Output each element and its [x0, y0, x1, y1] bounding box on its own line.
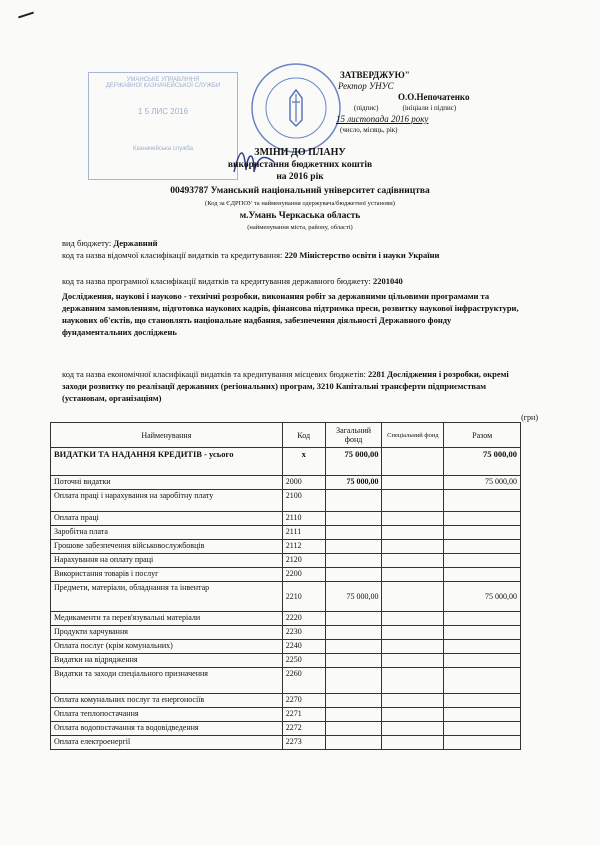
program-label: код та назва програмної класифікації видатків та кредитування державного бюджету: [62, 276, 373, 286]
row-name-cell: Заробітна плата [51, 526, 283, 540]
econ-line [62, 368, 522, 404]
program-desc: Дослідження, наукові і науково - технічні розробки, виконання робіт за державними цільовими програмами та державним замовленням, підготовка наукових кадрів, фінансова підтримка преси, розвитку наукової інфраструктури, наукових об'єктів, що становлять національне надбання, забезпечення діяльності Державного фонду фундаментальних досліджень [62, 291, 519, 337]
row-general-cell [325, 626, 382, 640]
row-name-cell: Продукти харчування [51, 626, 283, 640]
row-special-cell [382, 568, 444, 582]
row-total-cell [444, 612, 521, 626]
table-row [51, 722, 521, 736]
row-general-cell [325, 540, 382, 554]
stamp-line1: УМАНСЬКЕ УПРАВЛІННЯ [126, 77, 200, 83]
row-special-cell [382, 722, 444, 736]
row-name-cell: Видатки на відрядження [51, 654, 283, 668]
row-general-cell: 75 000,00 [325, 582, 382, 612]
table-row [51, 654, 521, 668]
row-general-cell [325, 708, 382, 722]
row-name-cell: ВИДАТКИ ТА НАДАННЯ КРЕДИТІВ - усього [51, 448, 283, 476]
row-code-cell: 2111 [282, 526, 325, 540]
row-special-cell [382, 626, 444, 640]
row-code-cell: 2273 [282, 736, 325, 750]
econ-label: код та назва економічної класифікації видатків та кредитування місцевих бюджетів: [62, 369, 369, 379]
row-total-cell [444, 526, 521, 540]
row-name-cell: Оплата комунальних послуг та енергоносіїв [51, 694, 283, 708]
row-total-cell [444, 736, 521, 750]
date-caption: (число, місяць, рік) [340, 126, 398, 134]
org-name: 00493787 Уманський національний університет садівництва [170, 186, 430, 196]
row-general-cell [325, 694, 382, 708]
table-row [51, 668, 521, 694]
row-total-cell: 75 000,00 [444, 582, 521, 612]
row-total-cell: 75 000,00 [444, 448, 521, 476]
stamp-date: 1 5 ЛИС 2016 [137, 107, 189, 116]
col-code-header: Код [282, 423, 325, 448]
row-name-cell: Оплата електроенергії [51, 736, 283, 750]
initials-caption: (ініціали і підпис) [402, 104, 457, 112]
table-row [51, 708, 521, 722]
row-total-cell [444, 654, 521, 668]
row-special-cell [382, 582, 444, 612]
row-special-cell [382, 512, 444, 526]
table-row [51, 568, 521, 582]
approval-heading: ЗАТВЕРДЖУЮ" [340, 70, 410, 80]
row-name-cell: Нарахування на оплату праці [51, 554, 283, 568]
row-special-cell [382, 554, 444, 568]
row-total-cell [444, 540, 521, 554]
row-code-cell: 2270 [282, 694, 325, 708]
row-name-cell: Грошове забезпечення військовослужбовців [51, 540, 283, 554]
row-total-cell [444, 512, 521, 526]
row-total-cell [444, 694, 521, 708]
row-name-cell: Медикаменти та перев'язувальні матеріали [51, 612, 283, 626]
program-line [62, 276, 522, 287]
row-special-cell [382, 476, 444, 490]
stamp-line2: ДЕРЖАВНОЇ КАЗНАЧЕЙСЬКОЇ СЛУЖБИ [105, 83, 221, 89]
table-row [51, 540, 521, 554]
table-header-row [51, 423, 521, 448]
row-code-cell: 2112 [282, 540, 325, 554]
row-special-cell [382, 526, 444, 540]
table-row [51, 694, 521, 708]
row-general-cell: 75 000,00 [325, 448, 382, 476]
table-row [51, 736, 521, 750]
approval-name: О.О.Непочатенко [398, 92, 470, 102]
table-row [51, 526, 521, 540]
row-total-cell [444, 640, 521, 654]
row-special-cell [382, 490, 444, 512]
approval-role: Ректор УНУС [338, 81, 394, 91]
place-name: м.Умань Черкаська область [239, 211, 361, 221]
table-row [51, 582, 521, 612]
table-row [51, 612, 521, 626]
row-special-cell [382, 654, 444, 668]
approval-block [336, 70, 469, 136]
row-special-cell [382, 612, 444, 626]
col-general-header: Загальний фонд [325, 423, 382, 448]
row-total-cell [444, 708, 521, 722]
scan-mark [18, 12, 34, 19]
row-name-cell: Використання товарів і послуг [51, 568, 283, 582]
row-code-cell: 2110 [282, 512, 325, 526]
doc-title: ЗМІНИ ДО ПЛАНУ [254, 147, 346, 158]
row-code-cell: 2260 [282, 668, 325, 694]
row-code-cell: х [282, 448, 325, 476]
row-code-cell: 2250 [282, 654, 325, 668]
row-general-cell [325, 736, 382, 750]
expenses-table [50, 422, 521, 750]
row-name-cell: Оплата послуг (крім комунальних) [51, 640, 283, 654]
row-general-cell: 75 000,00 [325, 476, 382, 490]
dept-line [62, 250, 522, 261]
row-total-cell [444, 722, 521, 736]
econ-desc: Дослідження і розробки, окремі заходи розвитку по реалізації державних (регіональних) програм, 3210 Капітальні трансферти підприємствам (установам, організаціям) [62, 369, 509, 403]
table-row [51, 640, 521, 654]
stamp-bottom: Казначейська служба [132, 146, 194, 152]
sign-caption: (підпис) [354, 104, 379, 112]
row-special-cell [382, 694, 444, 708]
row-code-cell: 2120 [282, 554, 325, 568]
row-general-cell [325, 612, 382, 626]
row-special-cell [382, 668, 444, 694]
row-total-cell [444, 626, 521, 640]
doc-subtitle: використання бюджетних коштів [227, 160, 373, 170]
row-special-cell [382, 540, 444, 554]
row-general-cell [325, 722, 382, 736]
table-row [51, 476, 521, 490]
table-row [51, 512, 521, 526]
row-total-cell [444, 490, 521, 512]
row-total-cell [444, 568, 521, 582]
row-special-cell [382, 708, 444, 722]
table-row [51, 626, 521, 640]
row-special-cell [382, 640, 444, 654]
place-caption: (найменування міста, району, області) [247, 224, 353, 231]
col-special-header: Спеціальний фонд [382, 423, 444, 448]
row-total-cell [444, 554, 521, 568]
row-code-cell: 2100 [282, 490, 325, 512]
econ-code: 2281 [368, 369, 386, 379]
row-general-cell [325, 554, 382, 568]
approval-date: 15 листопада 2016 року [336, 114, 429, 124]
row-code-cell: 2000 [282, 476, 325, 490]
org-caption: (Код за ЄДРПОУ та найменування одержувача/бюджетної установи) [205, 200, 395, 207]
dept-label: код та назва відомчої класифікації видатків та кредитування: [62, 250, 285, 260]
row-special-cell [382, 448, 444, 476]
row-code-cell: 2220 [282, 612, 325, 626]
row-general-cell [325, 668, 382, 694]
col-total-header: Разом [444, 423, 521, 448]
row-code-cell: 2200 [282, 568, 325, 582]
budget-type-value: Державний [113, 238, 158, 248]
col-name-header: Найменування [51, 423, 283, 448]
row-code-cell: 2210 [282, 582, 325, 612]
row-general-cell [325, 512, 382, 526]
row-name-cell: Оплата праці і нарахування на заробітну плату [51, 490, 283, 512]
row-general-cell [325, 640, 382, 654]
row-name-cell: Оплата праці [51, 512, 283, 526]
row-general-cell [325, 526, 382, 540]
row-code-cell: 2272 [282, 722, 325, 736]
row-general-cell [325, 654, 382, 668]
budget-type-line [62, 238, 522, 249]
row-name-cell: Предмети, матеріали, обладнання та інвентар [51, 582, 283, 612]
row-code-cell: 2230 [282, 626, 325, 640]
row-general-cell [325, 490, 382, 512]
row-general-cell [325, 568, 382, 582]
table-row [51, 448, 521, 476]
program-code: 2201040 [372, 276, 403, 286]
doc-year: на 2016 рік [276, 172, 324, 182]
row-name-cell: Оплата теплопостачання [51, 708, 283, 722]
row-total-cell: 75 000,00 [444, 476, 521, 490]
row-name-cell: Видатки та заходи спеціального призначення [51, 668, 283, 694]
row-code-cell: 2271 [282, 708, 325, 722]
table-row [51, 490, 521, 512]
row-total-cell [444, 668, 521, 694]
row-name-cell: Поточні видатки [51, 476, 283, 490]
table-row [51, 554, 521, 568]
row-name-cell: Оплата водопостачання та водовідведення [51, 722, 283, 736]
university-seal-icon [250, 62, 342, 154]
row-code-cell: 2240 [282, 640, 325, 654]
unit-label: (грн) [521, 413, 538, 422]
budget-type-label: вид бюджету: [62, 238, 114, 248]
dept-value: 220 Міністерство освіти і науки України [284, 250, 440, 260]
row-special-cell [382, 736, 444, 750]
